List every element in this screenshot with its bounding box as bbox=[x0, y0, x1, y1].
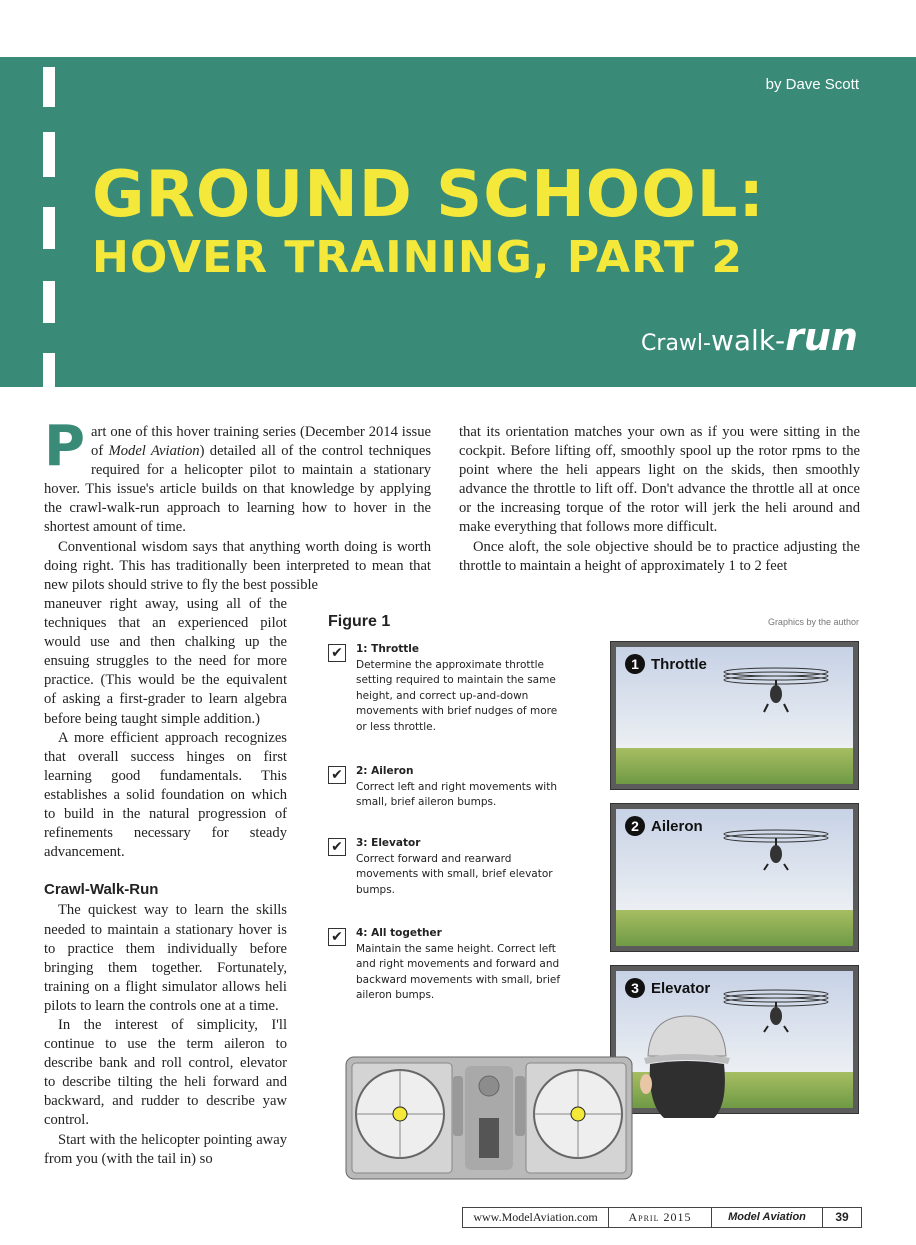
page-number: 39 bbox=[835, 1210, 849, 1224]
subtitle-run: run bbox=[785, 315, 858, 359]
paragraph: Conventional wisdom says that anything worth doing is worth doing right. This has traditionally been interpreted to mean that new pilots should strive to fly the best possible bbox=[44, 538, 431, 593]
subtitle-walk: walk- bbox=[710, 324, 786, 357]
step-number: 2 bbox=[625, 816, 645, 836]
footer-issue: April 2015 bbox=[609, 1208, 712, 1227]
magazine-name: Model Aviation bbox=[108, 443, 200, 460]
footer-website: www.ModelAviation.com bbox=[463, 1208, 609, 1227]
paragraph: maneuver right away, using all of the techniques that an experienced pilot would use and then chalking up the ensuing struggles to the need for more practice. (This would be the equivalent of asking a first-grader to learn algebra before being taught simple addition.) bbox=[44, 596, 287, 727]
article-column-left-narrow bbox=[44, 595, 287, 1169]
page-footer bbox=[462, 1207, 862, 1228]
figure-step: ✔ 2: Aileron Correct left and right movements with small, brief aileron bumps. bbox=[328, 764, 568, 811]
panel-label: Aileron bbox=[651, 818, 703, 835]
checkmark-icon: ✔ bbox=[328, 644, 346, 662]
subtitle bbox=[641, 315, 858, 359]
runway-dash bbox=[43, 132, 55, 177]
paragraph: Part one of this hover training series (December 2014 issue of Model Aviation) detailed all of the control techniques required for a helicopter pilot to maintain a stationary hover. This issue's article builds on that knowledge by applying the crawl-walk-run approach to learning how to hover in the shortest amount of time. bbox=[44, 414, 432, 536]
paragraph: Start with the helicopter pointing away from you (with the tail in) so bbox=[44, 1131, 287, 1167]
section-heading: Crawl-Walk-Run bbox=[44, 881, 159, 899]
panel-label: Throttle bbox=[651, 656, 707, 673]
footer-magazine: Model Aviation bbox=[712, 1208, 823, 1227]
simulator-panel-throttle bbox=[610, 641, 859, 790]
runway-dash bbox=[43, 281, 55, 323]
byline: by Dave Scott bbox=[765, 76, 859, 93]
pilot-head-icon bbox=[636, 1008, 736, 1118]
figure-step: ✔ 1: Throttle Determine the approximate throttle setting required to maintain the same height, and correct up-and-down movements with brief nudges of more or less throttle. bbox=[328, 642, 568, 736]
paragraph: In the interest of simplicity, I'll continue to use the term aileron to describe bank and roll control, elevator to describe tilting the heli forward and backward, and rudder to describe yaw control. bbox=[44, 1016, 287, 1129]
headline: GROUND SCHOOL: bbox=[92, 158, 765, 232]
drop-cap: P bbox=[44, 414, 86, 479]
subtitle-crawl: Crawl- bbox=[641, 331, 711, 356]
grass bbox=[616, 748, 853, 784]
step-number: 1 bbox=[625, 654, 645, 674]
checkmark-icon: ✔ bbox=[328, 928, 346, 946]
headline-line-2: HOVER TRAINING, PART 2 bbox=[92, 232, 743, 283]
paragraph: that its orientation matches your own as if you were sitting in the cockpit. Before lifting off, smoothly spool up the rotor rpms to the point where the heli appears light on the skids, then smoothly advance the throttle to lift off. Don't advance the throttle all at once or the increasing torque of the rotor will jerk the heli around and make everything that follows more difficult. bbox=[459, 424, 860, 536]
figure-title: Figure 1 bbox=[328, 613, 391, 630]
paragraph: A more efficient approach recognizes that overall success hinges on first learning good fundamentals. This establishes a solid foundation on which to build in the natural progression of refinements necessary for steady advancement. bbox=[44, 729, 287, 861]
grass bbox=[616, 910, 853, 946]
checkmark-icon: ✔ bbox=[328, 766, 346, 784]
paragraph: The quickest way to learn the skills needed to maintain a stationary hover is to practice them individually before bringing them together. Fortunately, training on a flight simulator allows heli pilots to learn the controls one at a time. bbox=[44, 902, 287, 1014]
runway-dash bbox=[43, 67, 55, 107]
graphics-credit: Graphics by the author bbox=[767, 617, 859, 627]
article-column-left-top bbox=[44, 414, 432, 595]
helicopter-icon bbox=[716, 824, 846, 874]
simulator-panel-aileron bbox=[610, 803, 859, 952]
runway-dash bbox=[43, 353, 55, 387]
paragraph: Once aloft, the sole objective should be to practice adjusting the throttle to maintain a height of approximately 1 to 2 feet bbox=[459, 538, 860, 574]
transmitter-icon bbox=[345, 1056, 633, 1180]
panel-label: Elevator bbox=[651, 980, 711, 997]
runway-dash bbox=[43, 207, 55, 249]
figure-step: ✔ 3: Elevator Correct forward and rearward movements with small, brief elevator bumps. bbox=[328, 836, 568, 898]
checkmark-icon: ✔ bbox=[328, 838, 346, 856]
helicopter-icon bbox=[716, 664, 846, 714]
figure-step: ✔ 4: All together Maintain the same height. Correct left and right movements and forward and backward movements with small, brief aileron bumps. bbox=[328, 926, 568, 1004]
article-column-right bbox=[459, 423, 860, 576]
step-number: 3 bbox=[625, 978, 645, 998]
